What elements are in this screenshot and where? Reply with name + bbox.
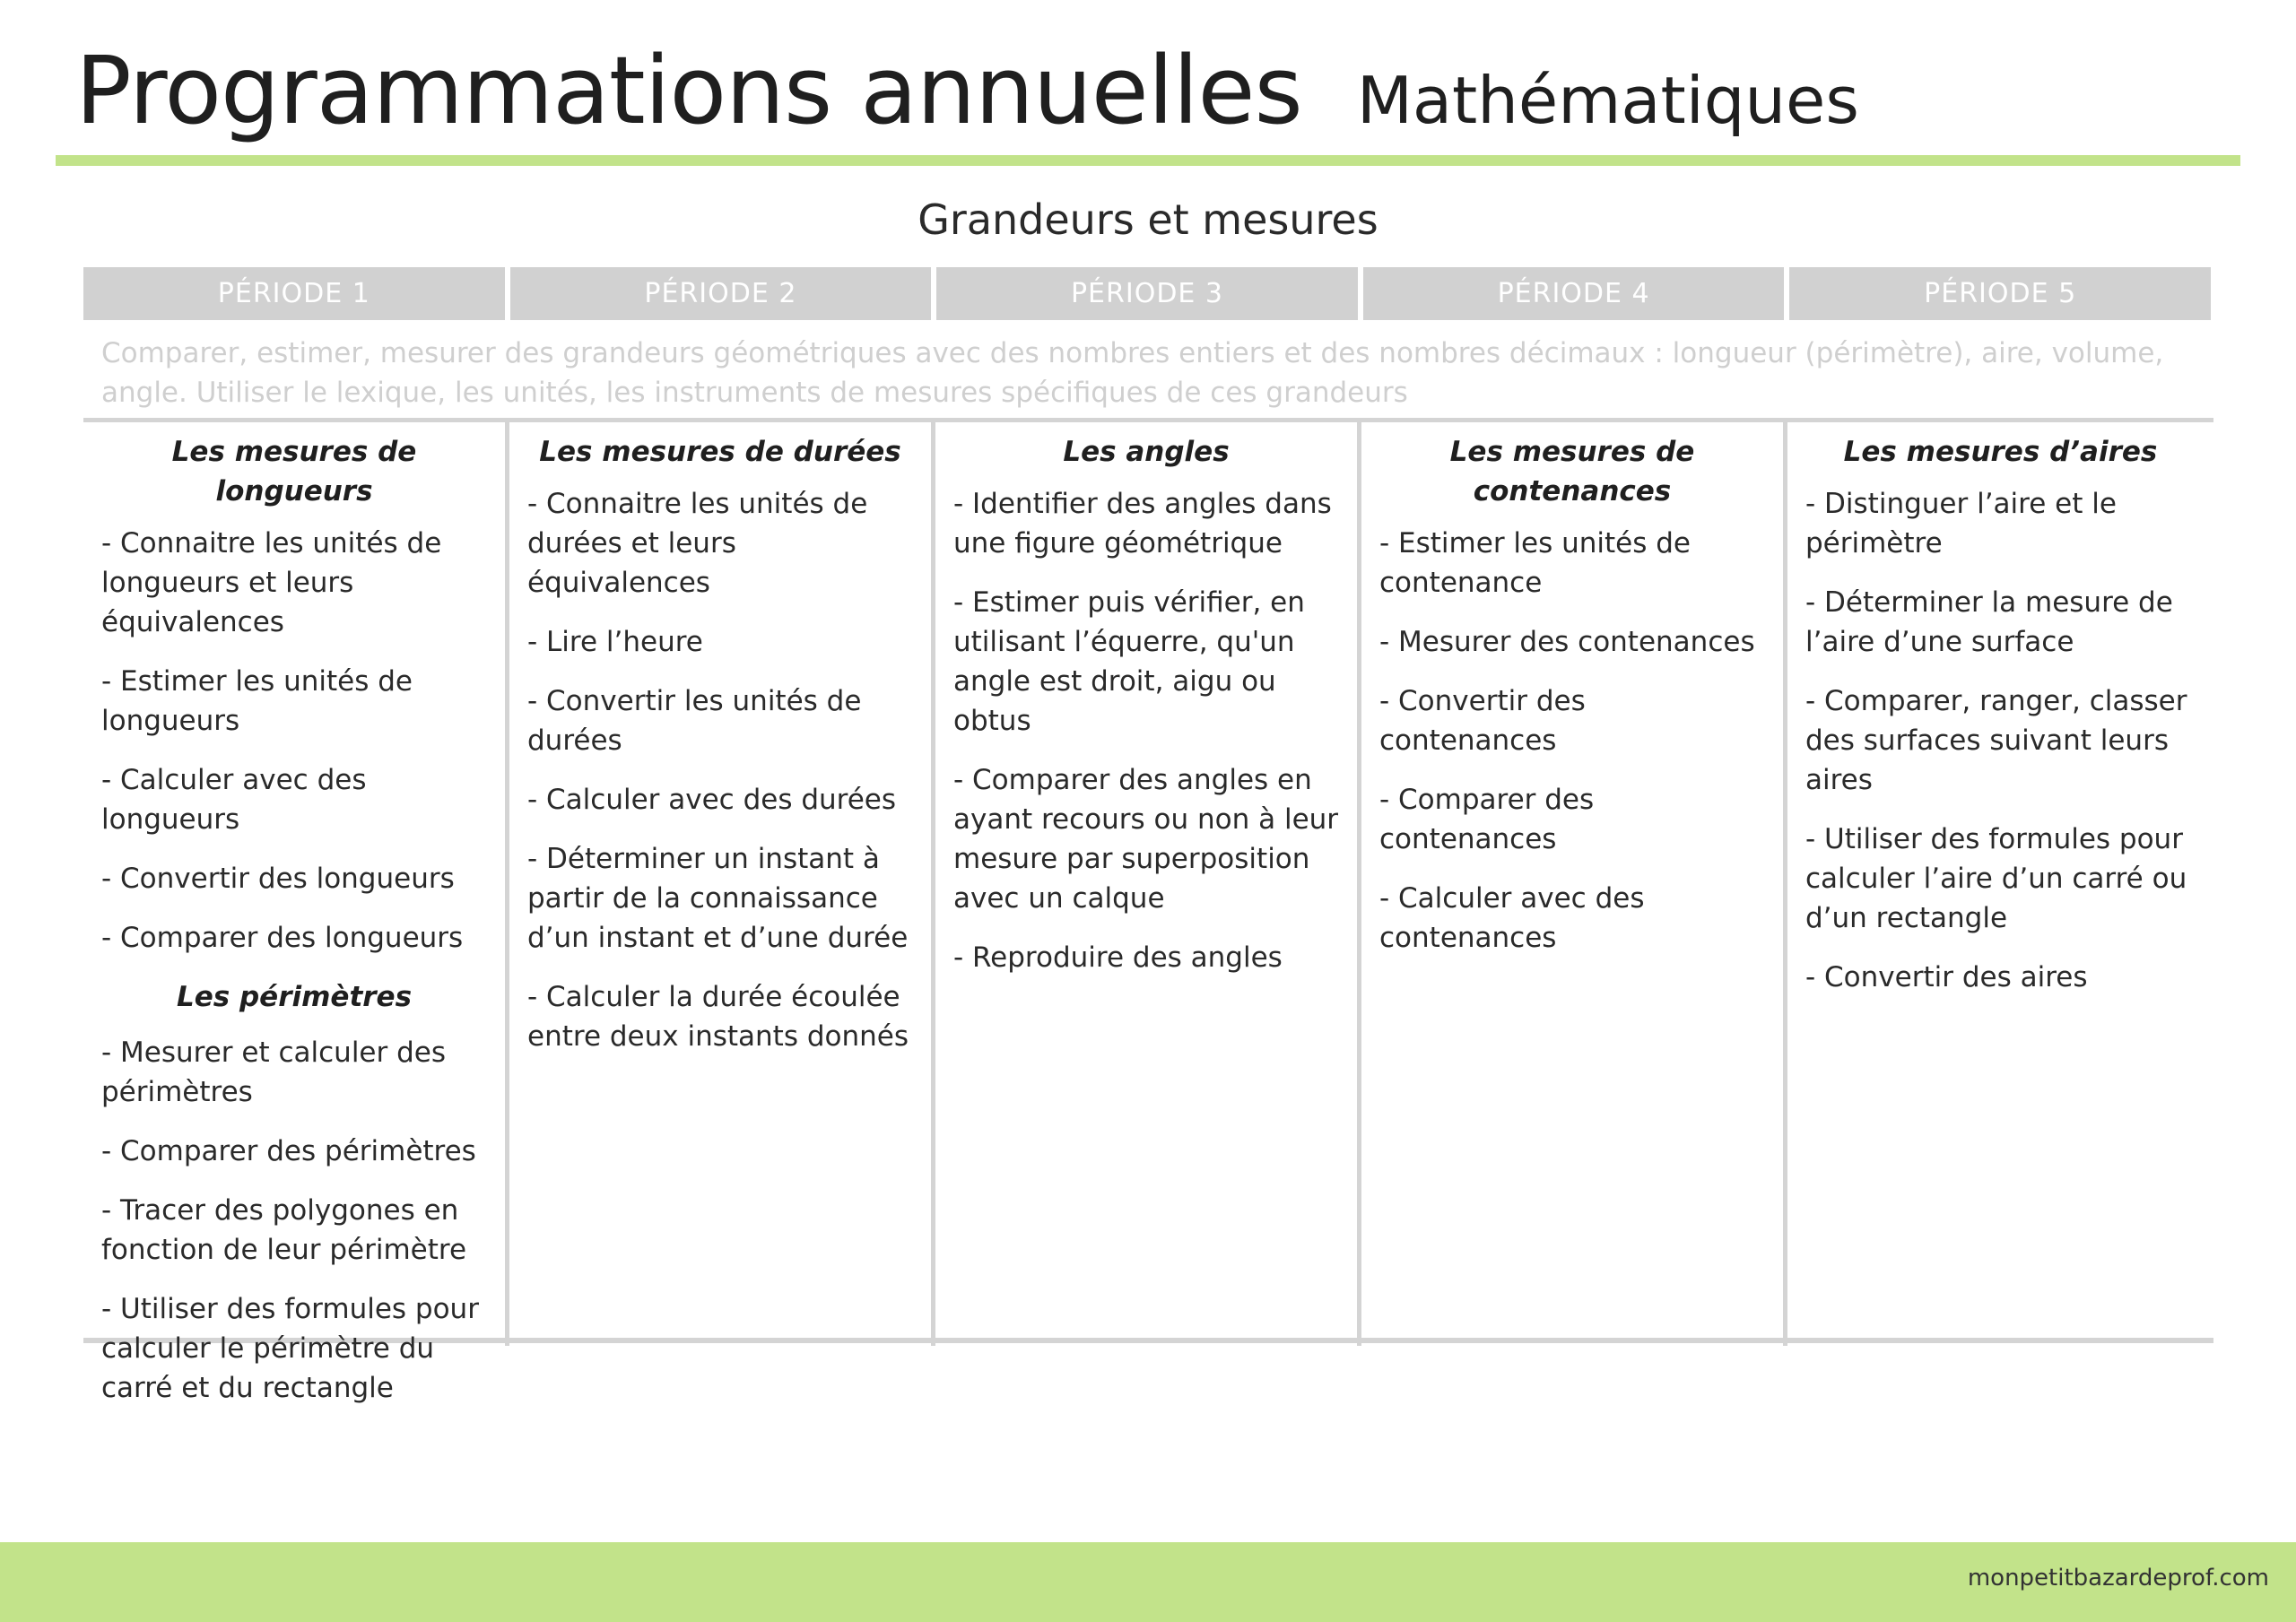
list-item: - Utiliser des formules pour calculer l’aire d’un carré ou d’un rectangle	[1805, 823, 2187, 934]
period-header-2: PÉRIODE 2	[510, 267, 932, 320]
period-header-4: PÉRIODE 4	[1363, 267, 1785, 320]
list-item: - Mesurer et calculer des périmètres	[101, 1037, 447, 1108]
list-item: - Convertir les unités de durées	[527, 685, 862, 757]
objective-text: Comparer, estimer, mesurer des grandeurs géométriques avec des nombres entiers et des nombres décimaux : longueur (périmètre), aire, volume, angle. Utiliser le lexique, les unités, les instruments de mesures spécifiques de ces grandeurs	[101, 337, 2164, 409]
list-item: - Déterminer un instant à partir de la connaissance d’un instant et d’une durée	[527, 843, 909, 954]
column-subheading: Les périmètres	[176, 981, 413, 1013]
list-item: - Comparer, ranger, classer des surfaces suivant leurs aires	[1805, 685, 2187, 796]
list-item: - Calculer avec des longueurs	[101, 764, 367, 836]
period-header-1: PÉRIODE 1	[83, 267, 505, 320]
period-columns	[83, 418, 2213, 1404]
list-item: - Estimer les unités de longueurs	[101, 665, 413, 737]
list-item: - Mesurer des contenances	[1379, 626, 1755, 658]
header-accent-line	[56, 155, 2240, 166]
footer-bar	[0, 1542, 2296, 1622]
list-item: - Identifier des angles dans une figure géométrique	[953, 488, 1332, 559]
list-item: - Estimer les unités de contenance	[1379, 527, 1691, 599]
footer-site-link[interactable]: monpetitbazardeprof.com	[1967, 1565, 2269, 1592]
list-item: - Calculer la durée écoulée entre deux instants donnés	[527, 981, 909, 1053]
list-item: - Lire l’heure	[527, 626, 703, 658]
list-item: - Comparer des longueurs	[101, 922, 464, 954]
column-period-1	[83, 418, 509, 1404]
column-heading: Les angles	[1063, 436, 1230, 468]
list-item: - Calculer avec des durées	[527, 784, 897, 816]
column-period-5	[1787, 418, 2213, 1346]
list-item: - Convertir des longueurs	[101, 863, 455, 895]
list-item: - Estimer puis vérifier, en utilisant l’équerre, qu'un angle est droit, aigu ou obtus	[953, 586, 1305, 737]
period-header-5: PÉRIODE 5	[1789, 267, 2211, 320]
list-item: - Reproduire des angles	[953, 941, 1283, 974]
column-period-3	[935, 418, 1361, 1346]
page-subtitle: Mathématiques	[1356, 63, 1859, 138]
list-item: - Convertir des aires	[1805, 961, 2088, 993]
list-item: - Convertir des contenances	[1379, 685, 1586, 757]
page-header	[75, 36, 1859, 152]
column-period-2	[509, 418, 935, 1346]
column-heading: Les mesures d’aires	[1843, 436, 2158, 468]
list-item: - Comparer des contenances	[1379, 784, 1595, 855]
list-item: - Tracer des polygones en fonction de leur périmètre	[101, 1194, 467, 1266]
list-item: - Distinguer l’aire et le périmètre	[1805, 488, 2117, 559]
list-item: - Comparer des angles en ayant recours ou non à leur mesure par superposition avec un calque	[953, 764, 1339, 915]
period-header-row	[83, 267, 2211, 320]
column-period-4	[1361, 418, 1787, 1346]
section-title: Grandeurs et mesures	[918, 195, 1378, 244]
list-item: - Déterminer la mesure de l’aire d’une surface	[1805, 586, 2173, 658]
page-title: Programmations annuelles	[75, 36, 1302, 145]
column-heading: Les mesures de durées	[539, 436, 901, 468]
list-item: - Connaitre les unités de longueurs et leurs équivalences	[101, 527, 442, 638]
list-item: - Connaitre les unités de durées et leurs équivalences	[527, 488, 868, 599]
column-heading: Les mesures de contenances	[1449, 436, 1695, 507]
column-heading: Les mesures de longueurs	[171, 436, 417, 507]
list-item: - Comparer des périmètres	[101, 1135, 476, 1167]
list-item: - Calculer avec des contenances	[1379, 882, 1645, 954]
list-item: - Utiliser des formules pour calculer le périmètre du carré et du rectangle	[101, 1293, 479, 1404]
period-header-3: PÉRIODE 3	[936, 267, 1358, 320]
